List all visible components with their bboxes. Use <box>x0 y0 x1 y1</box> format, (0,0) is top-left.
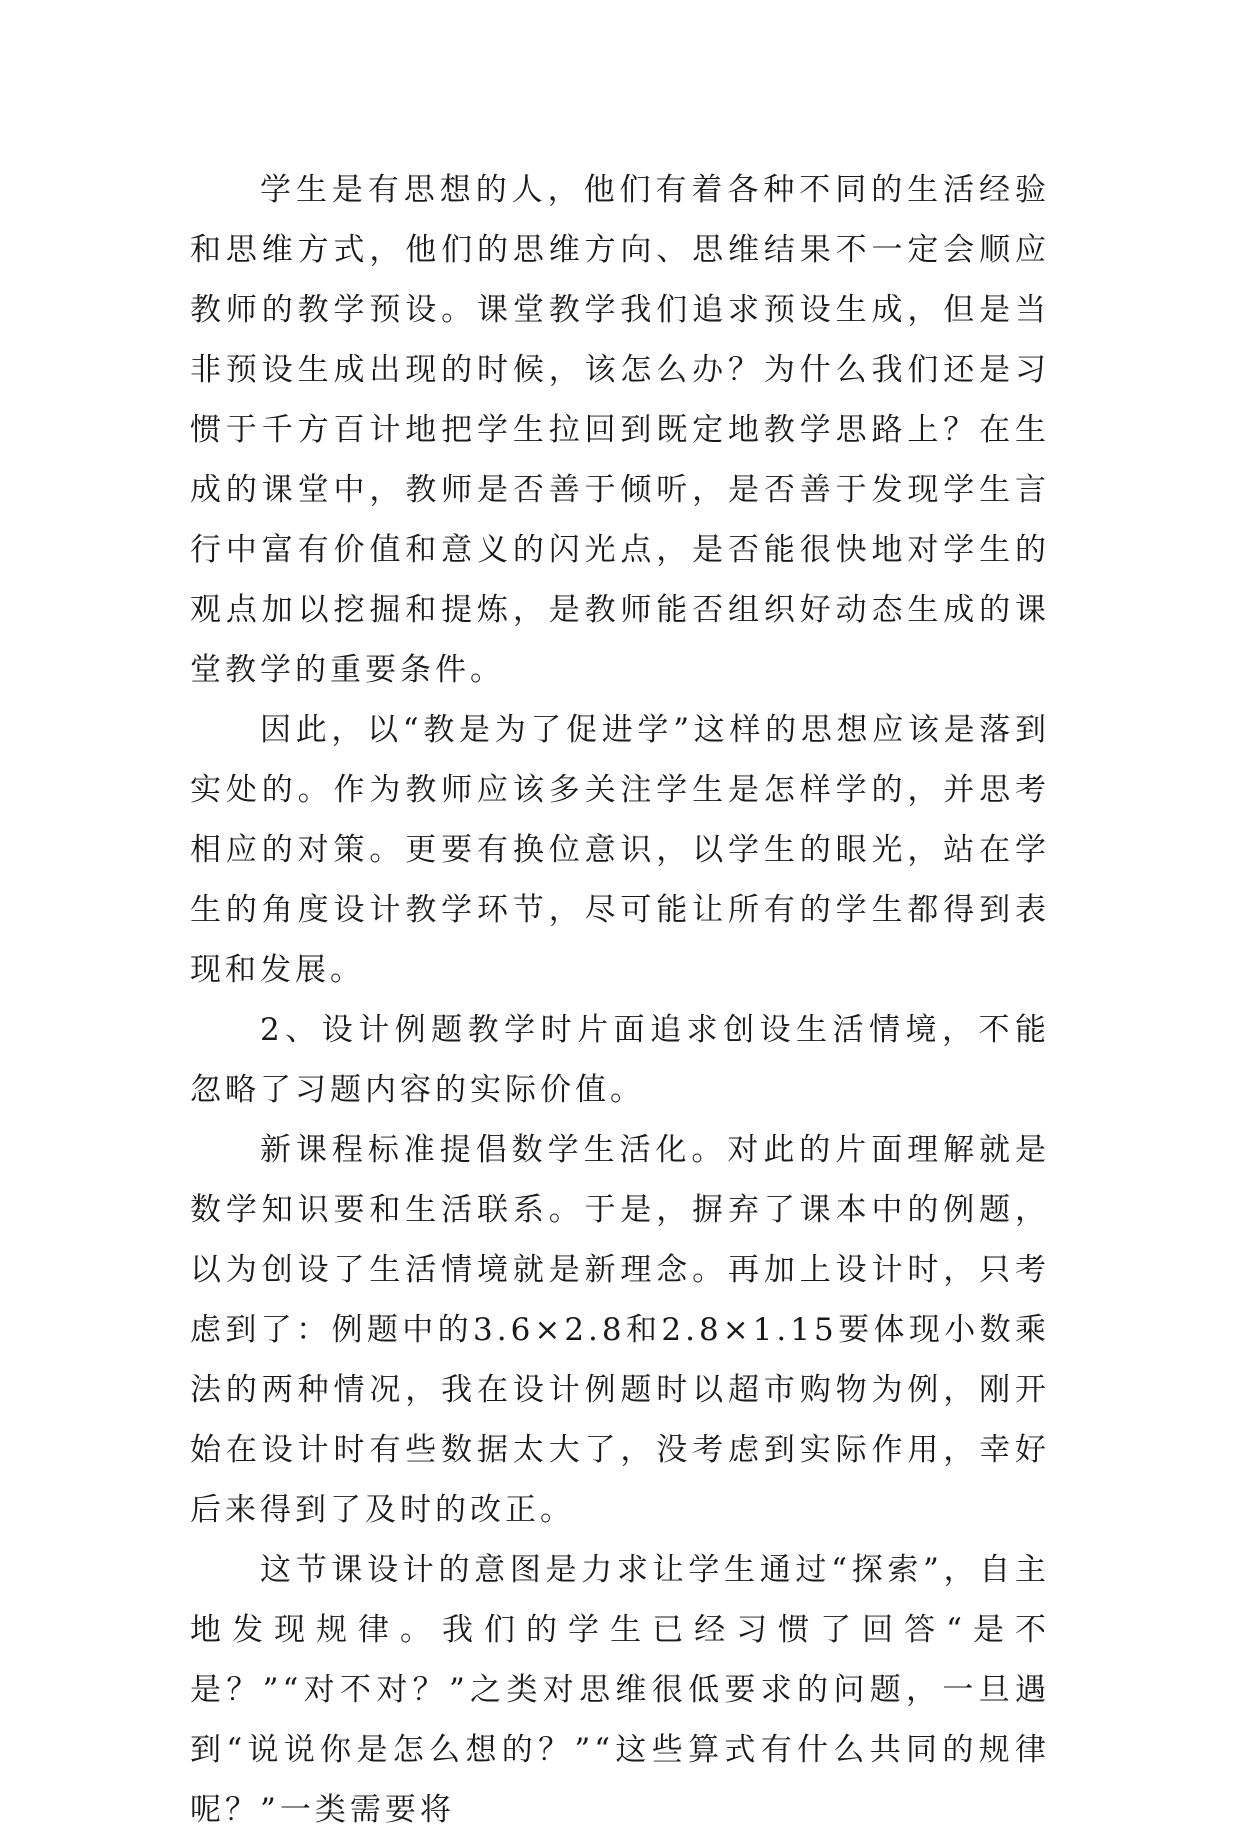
paragraph-5: 这节课设计的意图是力求让学生通过“探索”，自主地发现规律。我们的学生已经习惯了回答“是不是？”“对不对？”之类对思维很低要求的问题，一旦遇到“说说你是怎么想的？”“这些算式有什么共同的规律呢？”一类需要将 <box>190 1552 1050 1828</box>
paragraph-3: 2、设计例题教学时片面追求创设生活情境，不能忽略了习题内容的实际价值。 <box>190 1012 1050 1108</box>
document-body <box>190 160 1050 1840</box>
paragraph-4: 新课程标准提倡数学生活化。对此的片面理解就是数学知识要和生活联系。于是，摒弃了课本中的例题，以为创设了生活情境就是新理念。再加上设计时，只考虑到了：例题中的3.6×2.8和2.8×1.15要体现小数乘法的两种情况，我在设计例题时以超市购物为例，刚开始在设计时有些数据太大了，没考虑到实际作用，幸好后来得到了及时的改正。 <box>190 1132 1050 1528</box>
paragraph-1: 学生是有思想的人，他们有着各种不同的生活经验和思维方式，他们的思维方向、思维结果不一定会顺应教师的教学预设。课堂教学我们追求预设生成，但是当非预设生成出现的时候，该怎么办？为什么我们还是习惯于千方百计地把学生拉回到既定地教学思路上？在生成的课堂中，教师是否善于倾听，是否善于发现学生言行中富有价值和意义的闪光点，是否能很快地对学生的观点加以挖掘和提炼，是教师能否组织好动态生成的课堂教学的重要条件。 <box>190 172 1050 688</box>
paragraph-2: 因此，以“教是为了促进学”这样的思想应该是落到实处的。作为教师应该多关注学生是怎样学的，并思考相应的对策。更要有换位意识，以学生的眼光，站在学生的角度设计教学环节，尽可能让所有的学生都得到表现和发展。 <box>190 712 1050 988</box>
